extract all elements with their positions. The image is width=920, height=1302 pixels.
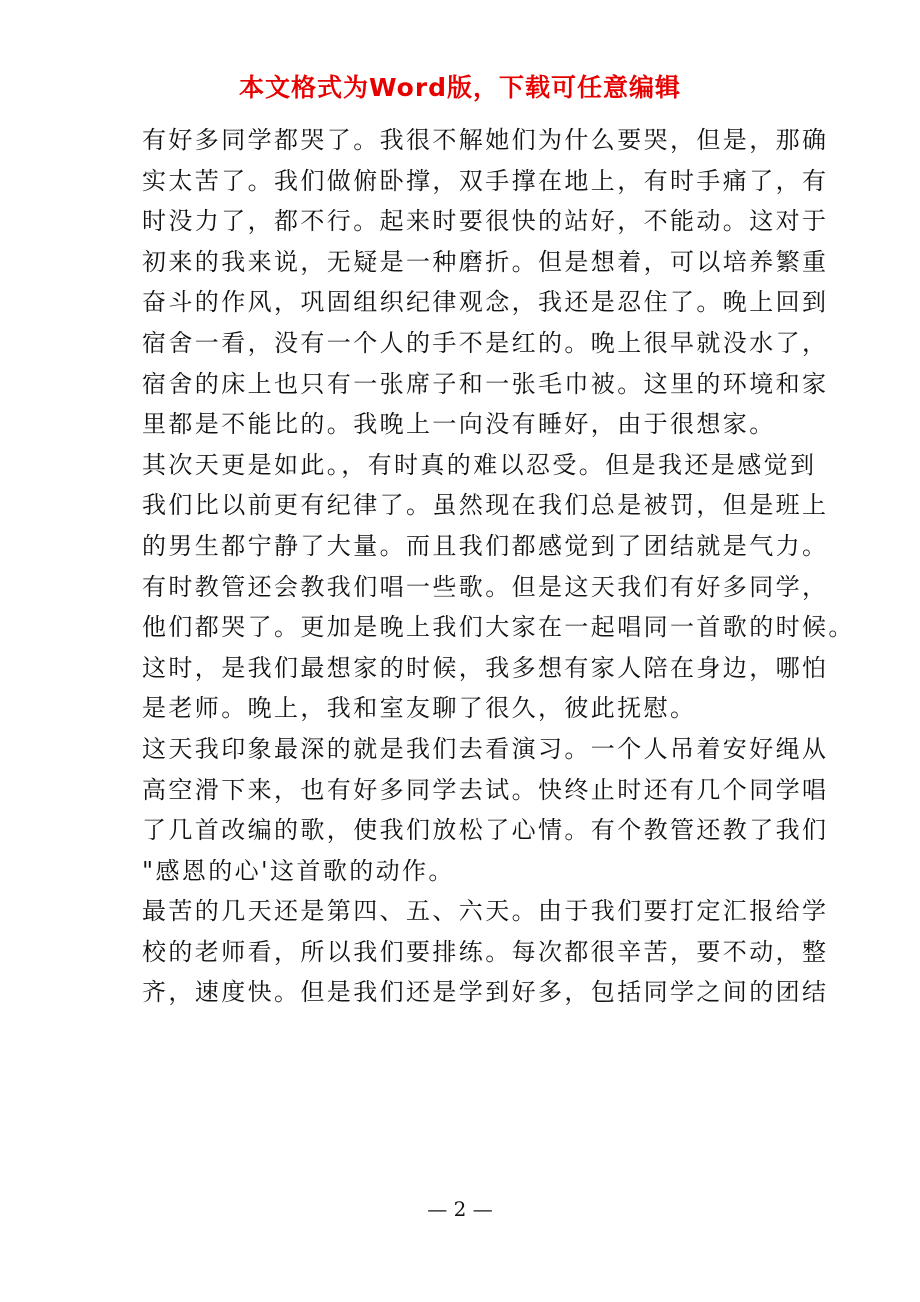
text-line: 实太苦了。我们做俯卧撑，双手撑在地上，有时手痛了，有 [142, 166, 829, 195]
text-line: 宿舍一看，没有一个人的手不是红的。晚上很早就没水了， [142, 328, 829, 357]
text-line: 初来的我来说，无疑是一种磨折。但是想着，可以培养繁重 [142, 247, 829, 276]
document-body [142, 120, 855, 1013]
text-line: 我们比以前更有纪律了。虽然现在我们总是被罚，但是班上 [142, 491, 829, 520]
text-line: 有时教管还会教我们唱一些歌。但是这天我们有好多同学， [142, 572, 829, 601]
text-line: 这天我印象最深的就是我们去看演习。一个人吊着安好绳从 [142, 734, 829, 763]
text-line: 的男生都宁静了大量。而且我们都感觉到了团结就是气力。 [142, 531, 829, 560]
text-line: 最苦的几天还是第四、五、六天。由于我们要打定汇报给学 [142, 897, 829, 926]
text-line: 宿舍的床上也只有一张席子和一张毛巾被。这里的环境和家 [142, 369, 829, 398]
text-line: 奋斗的作风，巩固组织纪律观念，我还是忍住了。晚上回到 [142, 288, 829, 317]
text-line: 了几首改编的歌，使我们放松了心情。有个教管还教了我们 [142, 816, 829, 845]
text-line: 齐，速度快。但是我们还是学到好多，包括同学之间的团结 [142, 978, 829, 1007]
text-line: 他们都哭了。更加是晚上我们大家在一起唱同一首歌的时候。 [142, 613, 855, 642]
text-line: 时没力了，都不行。起来时要很快的站好，不能动。这对于 [142, 207, 829, 236]
text-line: 是老师。晚上，我和室友聊了很久，彼此抚慰。 [142, 694, 697, 723]
text-line: 其次天更是如此。，有时真的难以忍受。但是我还是感觉到 [142, 450, 817, 479]
text-line: 这时，是我们最想家的时候，我多想有家人陪在身边，哪怕 [142, 653, 829, 682]
text-line: 有好多同学都哭了。我很不解她们为什么要哭，但是，那确 [142, 126, 829, 154]
text-line: 校的老师看，所以我们要排练。每次都很辛苦，要不动，整 [142, 937, 829, 966]
text-line: 里都是不能比的。我晚上一向没有睡好，由于很想家。 [142, 410, 776, 439]
text-line: 高空滑下来，也有好多同学去试。快终止时还有几个同学唱 [142, 775, 829, 804]
download-banner: 本文格式为Word版，下载可任意编辑 [238, 73, 682, 102]
page-number: — 2 — [427, 1197, 493, 1221]
text-line: "感恩的心'这首歌的动作。 [142, 856, 455, 885]
